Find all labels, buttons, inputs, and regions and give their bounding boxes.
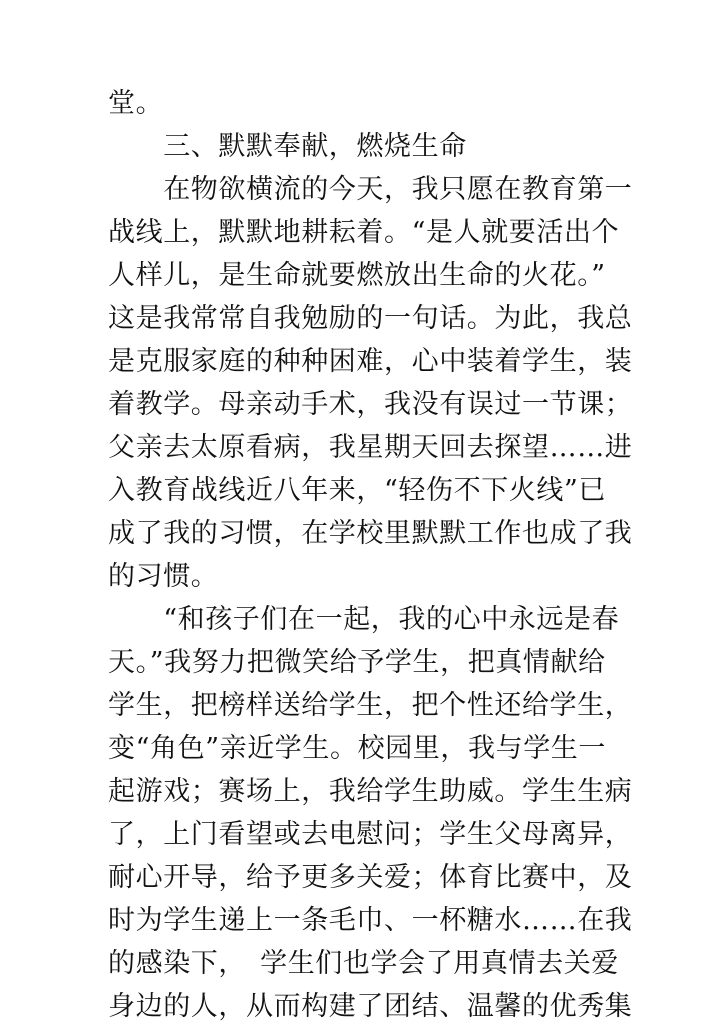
section-heading: 三、默默奉献，燃烧生命 [108,131,467,162]
text-line: 父亲去太原看病，我星期天回去探望……进 [108,432,633,463]
text-line: 身边的人，从而构建了团结、温馨的优秀集 [108,991,633,1022]
text-line: 战线上，默默地耕耘着。“是人就要活出个 [108,217,620,248]
text-line: 着教学。母亲动手术，我没有误过一节课； [108,389,633,420]
text-line: 变“角色”亲近学生。校园里，我与学生一 [108,733,607,764]
text-line: 的感染下， 学生们也学会了用真情去关爱 [108,948,619,979]
text-line: 堂。 [108,88,164,119]
text-line: 时为学生递上一条毛巾、一杯糖水……在我 [108,905,633,936]
text-line: 人样儿，是生命就要燃放出生命的火花。” [108,260,606,291]
text-line: 起游戏；赛场上，我给学生助威。学生生病 [108,776,633,807]
text-line: 天。”我努力把微笑给予学生，把真情献给 [108,647,606,678]
text-line: 是克服家庭的种种困难，心中装着学生，装 [108,346,633,377]
text-line: 这是我常常自我勉励的一句话。为此，我总 [108,303,633,334]
text-line: “和孩子们在一起，我的心中永远是春 [108,604,620,635]
text-line: 学生，把榜样送给学生，把个性还给学生， [108,690,633,721]
text-line: 耐心开导，给予更多关爱；体育比赛中，及 [108,862,633,893]
text-line: 在物欲横流的今天，我只愿在教育第一 [108,174,633,205]
text-line: 的习惯。 [108,561,219,592]
document-body [108,82,633,1028]
text-line: 了，上门看望或去电慰问；学生父母离异， [108,819,633,850]
text-line: 入教育战线近八年来，“轻伤不下火线”已 [108,475,607,506]
text-line: 成了我的习惯，在学校里默默工作也成了我 [108,518,633,549]
